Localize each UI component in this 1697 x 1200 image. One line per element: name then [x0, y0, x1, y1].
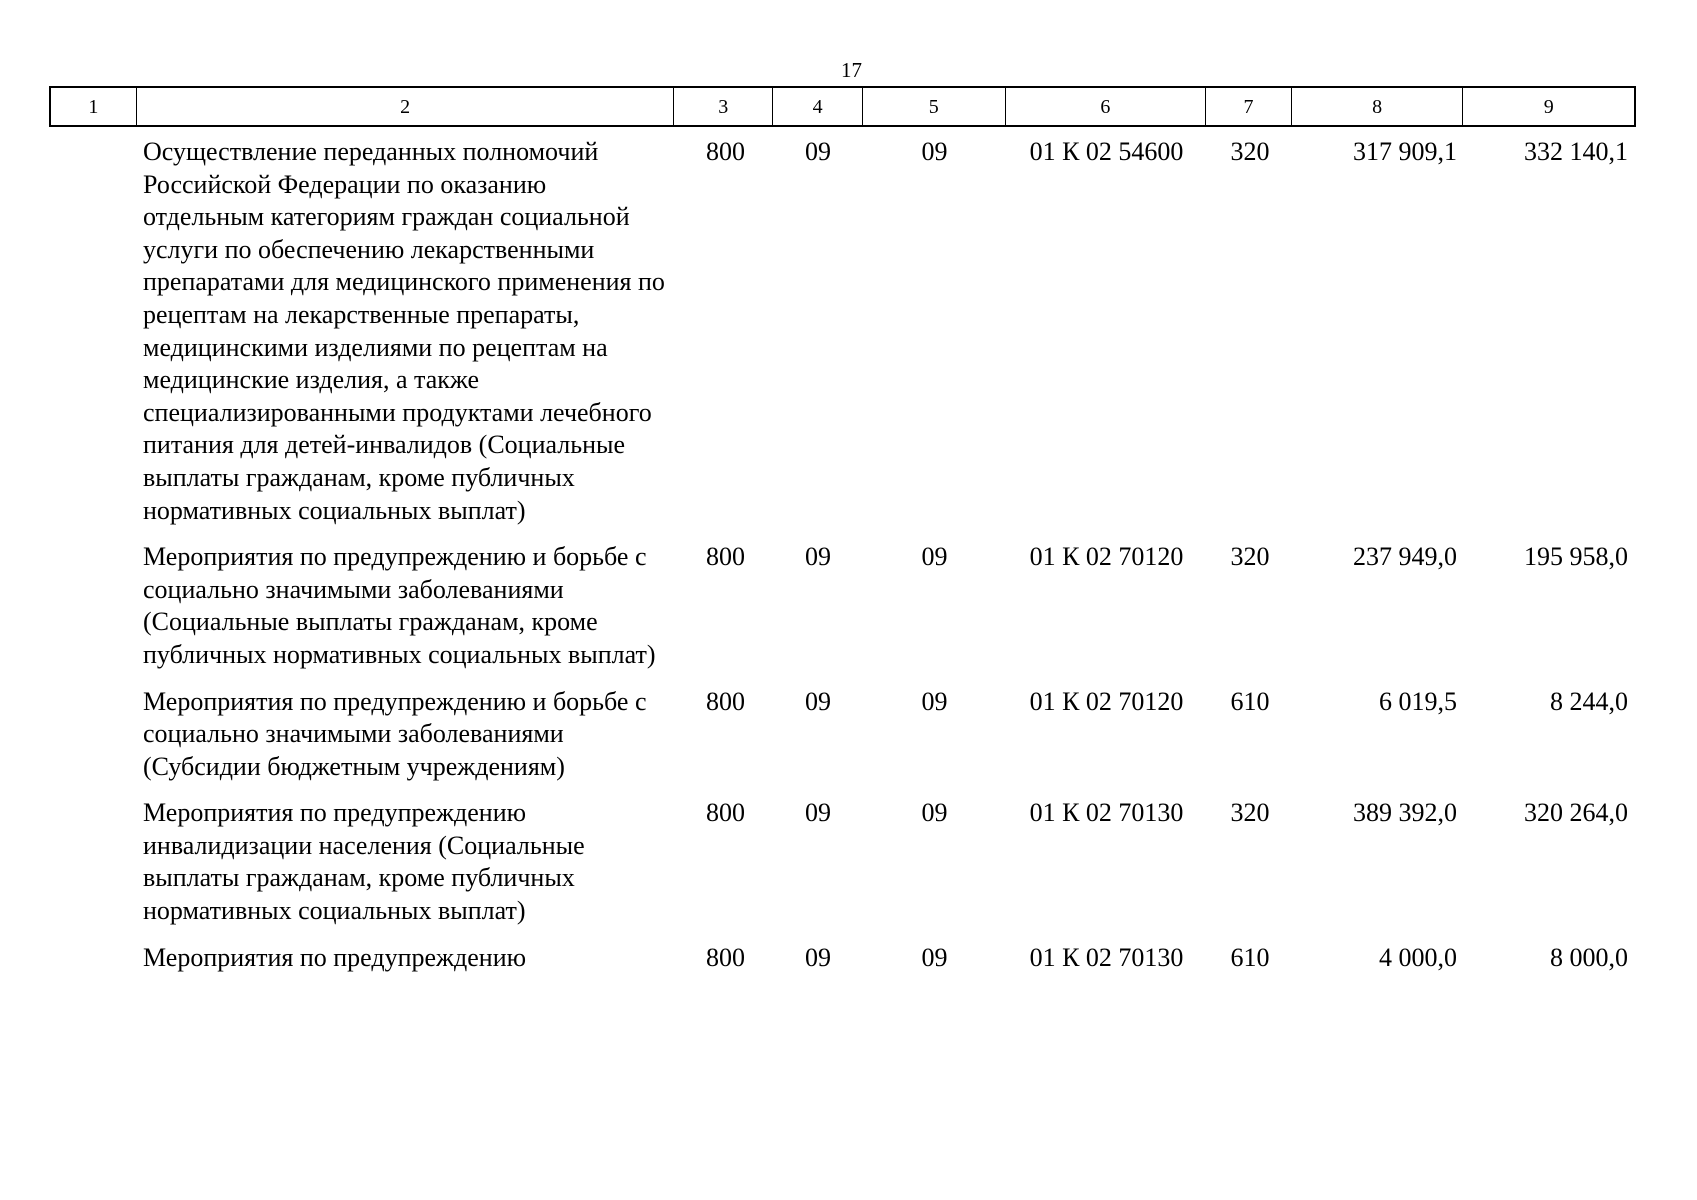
- row-col-4: 09: [805, 137, 831, 166]
- table-header: [49, 86, 1636, 127]
- row-col-9: 320 264,0: [1524, 798, 1628, 828]
- row-col-6: 01 К 02 54600: [1029, 137, 1184, 166]
- row-col-5: 09: [921, 542, 948, 572]
- row-col-9: 8 244,0: [1550, 686, 1628, 716]
- header-col-8: 8: [1292, 88, 1464, 125]
- row-col-4: 09: [805, 798, 831, 828]
- row-col-3: 800: [706, 686, 745, 716]
- header-col-7: 7: [1206, 88, 1292, 125]
- table-row: [49, 942, 1636, 975]
- header-col-4: 4: [773, 88, 863, 125]
- header-col-5: 5: [863, 88, 1006, 125]
- table-row: [49, 686, 1636, 784]
- table-row: [49, 797, 1636, 927]
- row-col-3: 800: [706, 942, 745, 972]
- row-col-4: 09: [805, 542, 831, 572]
- row-col-8: 237 949,0: [1353, 542, 1457, 572]
- row-name: Мероприятия по предупреждению: [143, 942, 527, 972]
- row-col-7: 610: [1230, 686, 1270, 716]
- header-col-6: 6: [1006, 88, 1207, 125]
- row-col-8: 4 000,0: [1379, 942, 1457, 972]
- row-col-6: 01 К 02 70120: [1029, 686, 1184, 716]
- row-name: Мероприятия по предупреждению и борьбе с социально значимыми заболеваниями (Субсидии бюджетным учреждениям): [143, 686, 647, 781]
- row-col-7: 320: [1230, 542, 1270, 572]
- row-col-9: 332 140,1: [1524, 137, 1628, 166]
- row-col-6: 01 К 02 70120: [1029, 542, 1184, 572]
- table-row: [49, 541, 1636, 671]
- row-col-8: 389 392,0: [1353, 798, 1457, 828]
- row-col-9: 8 000,0: [1550, 942, 1628, 972]
- row-col-7: 320: [1230, 137, 1270, 166]
- row-col-5: 09: [921, 137, 948, 166]
- row-col-3: 800: [706, 798, 745, 828]
- row-col-6: 01 К 02 70130: [1029, 942, 1184, 972]
- row-name: Мероприятия по предупреждению и борьбе с социально значимыми заболеваниями (Социальные выплаты гражданам, кроме публичных нормативных социальных выплат): [143, 542, 656, 669]
- row-col-4: 09: [805, 686, 831, 716]
- row-col-5: 09: [921, 798, 948, 828]
- row-col-3: 800: [706, 542, 745, 572]
- row-col-4: 09: [805, 942, 831, 972]
- row-col-3: 800: [706, 137, 745, 166]
- row-col-7: 320: [1230, 798, 1270, 828]
- row-col-6: 01 К 02 70130: [1029, 798, 1184, 828]
- header-col-2: 2: [137, 88, 675, 125]
- row-col-9: 195 958,0: [1524, 542, 1628, 572]
- row-col-8: 6 019,5: [1379, 686, 1457, 716]
- header-col-9: 9: [1543, 96, 1554, 118]
- row-name: Осуществление переданных полномочий Российской Федерации по оказанию отдельным категориям граждан социальной услуги по обеспечению лекарственными препаратами для медицинского применения по рецептам на лекарственные препараты, медицинскими изделиями по рецептам на медицинские изделия, а также специализированными продуктами лечебного питания для детей-инвалидов (Социальные выплаты гражданам, кроме публичных нормативных социальных выплат): [143, 137, 665, 525]
- row-col-5: 09: [921, 942, 948, 972]
- row-col-7: 610: [1230, 942, 1270, 972]
- row-col-5: 09: [921, 686, 948, 716]
- table-row: [49, 136, 1636, 527]
- header-col-1: 1: [51, 88, 137, 125]
- table-body: [49, 136, 1636, 974]
- row-name: Мероприятия по предупреждению инвалидизации населения (Социальные выплаты гражданам, кроме публичных нормативных социальных выплат): [143, 798, 585, 926]
- row-col-8: 317 909,1: [1353, 137, 1457, 166]
- page-number: 17: [841, 58, 862, 82]
- header-col-3: 3: [674, 88, 773, 125]
